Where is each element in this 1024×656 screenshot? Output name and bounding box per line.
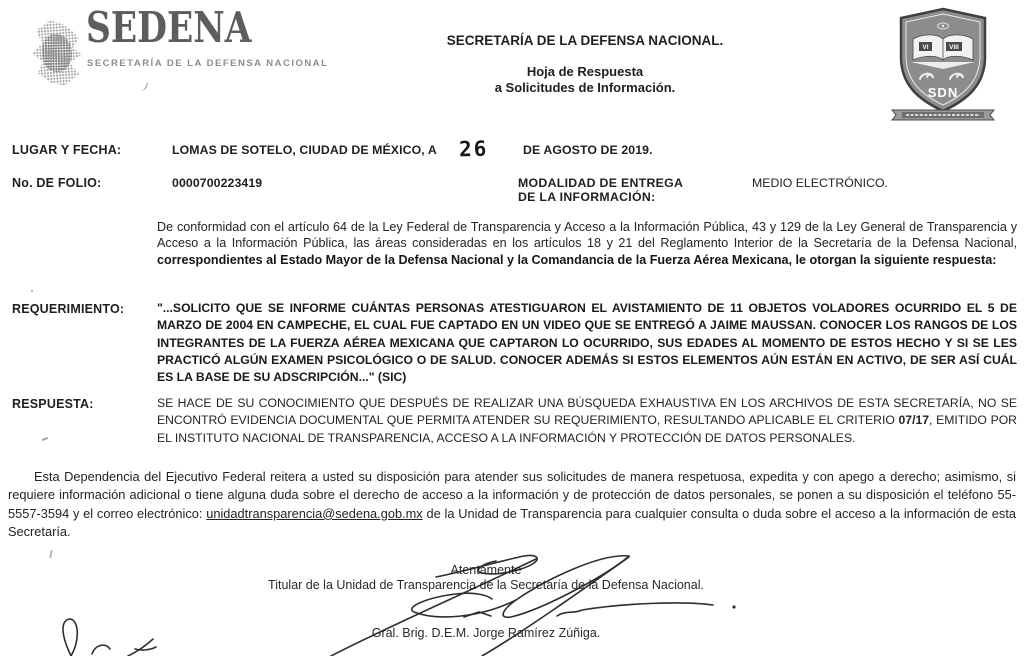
book-numeral-right: VIII (949, 44, 959, 51)
folio-value: 0000700223419 (172, 176, 263, 190)
document-header (395, 33, 775, 96)
place-date-label: LUGAR Y FECHA: (12, 143, 122, 157)
response-text-after: , EMITIDO POR EL INSTITUTO NACIONAL DE TRANSPARENCIA, ACCESO A LA INFORMACIÓN Y PROTECCIÓN DE DATOS PERSONALES. (157, 413, 1017, 445)
shield-banner (892, 110, 994, 120)
folio-label: No. DE FOLIO: (12, 176, 102, 190)
delivery-mode-label-line1: MODALIDAD DE ENTREGA (518, 176, 684, 190)
page-subtitle-2: a Solicitudes de Información. (494, 80, 676, 95)
request-paragraph: "...SOLICITO QUE SE INFORME CUÁNTAS PERSONAS ATESTIGUARON EL AVISTAMIENTO DE 11 OBJETOS VOLADORES OCURRIDO EL 5 DE MARZO DE 2004 EN CAMPECHE, EL CUAL FUE CAPTADO EN UN VIDEO QUE SE ENTREGÓ A JAIME MAUSSAN. CONOCER LOS RANGOS DE LOS INTEGRANTES DE LA FUERZA AÉREA MEXICANA QUE CAPTARON LO OCURRIDO, SUS EDADES AL MOMENTO DE ESTOS HECHO Y SI SE LES PRACTICÓ ALGÚN EXAMEN PSICOLÓGICO O DE SALUD. CONOCER ADEMÁS SI ESTOS ELEMENTOS AÚN ESTÁN EN ACTIVO, DE SER ASÍ CUÁL ES LA BASE DE SU ADSCRIPCIÓN..." (SIC) (157, 301, 1017, 385)
signature-salutation: Atentamente (450, 563, 522, 577)
sdn-shield-emblem (886, 5, 1000, 125)
closing-text-after: de la Unidad de Transparencia para cualquier consulta o duda sobre el acceso a la información de esta Secretaría. (8, 505, 1016, 540)
page-subtitle-1: Hoja de Respuesta (526, 64, 644, 79)
scan-artifact (140, 81, 148, 91)
sedena-logo-wordmark: SEDENA (86, 3, 252, 52)
sedena-logo-subtitle: SECRETARÍA DE LA DEFENSA NACIONAL (87, 58, 329, 69)
scan-artifact (31, 290, 33, 292)
signature-name-line: Gral. Brig. D.E.M. Jorge Ramírez Zúñiga. (371, 626, 601, 640)
signature-title-line: Titular de la Unidad de Transparencia de la Secretaría de la Defensa Nacional. (268, 578, 704, 592)
place-date-prefix: LOMAS DE SOTELO, CIUDAD DE MÉXICO, A (172, 143, 437, 157)
response-text: SE HACE DE SU CONOCIMIENTO QUE DESPUÉS DE REALIZAR UNA BÚSQUEDA EXHAUSTIVA EN LOS ARCHIVOS DE ESTA SECRETARÍA, NO SE ENCONTRÓ EVIDENCIA DOCUMENTAL QUE PERMITA ATENDER SU REQUERIMIENTO, RESULTANDO APLICABLE EL CRITERIO (157, 396, 1017, 428)
intro-text-bold: correspondientes al Estado Mayor de la Defensa Nacional y la Comandancia de la Fuerza Aérea Mexicana, le otorgan la siguiente respuesta: (157, 252, 997, 267)
place-date-suffix: DE AGOSTO DE 2019. (523, 143, 653, 157)
scan-artifact (49, 550, 52, 558)
eagle-emblem-icon (42, 34, 72, 72)
closing-paragraph (8, 468, 1016, 542)
delivery-mode-label (518, 176, 683, 204)
response-paragraph (157, 395, 1017, 447)
closing-text: Esta Dependencia del Ejecutivo Federal reitera a usted su disposición para atender sus solicitudes de manera respetuosa, expedita y con apego a derecho; asimismo, si requiere información adicional o tiene alguna duda sobre el derecho de acceso a la información y de protección de datos personales, se ponen a su disposición el teléfono 55-5557-3594 y el correo electrónico: (8, 469, 1016, 521)
scan-artifact (42, 437, 48, 441)
intro-text: De conformidad con el artículo 64 de la Ley Federal de Transparencia y Acceso a la Información Pública, 43 y 129 de la Ley General de Transparencia y Acceso a la Información Pública, las áreas consideradas en los artículos 18 y 21 del Reglamento Interior de la Secretaría de la Defensa Nacional, (157, 220, 1017, 251)
delivery-mode-label-line2: DE LA INFORMACIÓN: (518, 190, 656, 204)
request-label: REQUERIMIENTO: (12, 302, 125, 316)
delivery-mode-value: MEDIO ELECTRÓNICO. (752, 176, 888, 190)
page-title: SECRETARÍA DE LA DEFENSA NACIONAL. (446, 33, 724, 48)
response-criterion-bold: 07/17 (898, 413, 930, 428)
open-book-icon (911, 35, 975, 69)
book-numeral-left: VI (922, 44, 929, 51)
transparency-email-link[interactable]: unidadtransparencia@sedena.gob.mx (206, 505, 423, 521)
response-label: RESPUESTA: (12, 397, 94, 411)
shield-acronym: SDN (927, 85, 959, 100)
day-stamp: 26 (458, 136, 489, 162)
signature-block (236, 563, 736, 641)
intro-paragraph (157, 219, 1017, 268)
